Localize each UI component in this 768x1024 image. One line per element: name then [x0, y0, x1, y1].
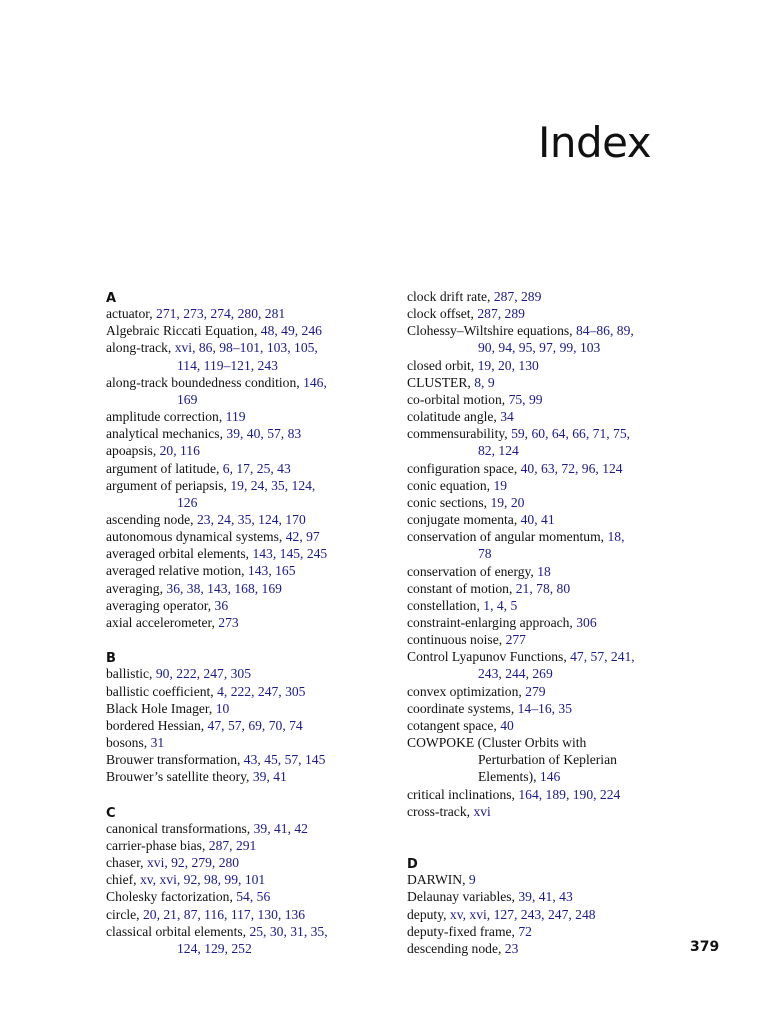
section-gap	[106, 785, 396, 802]
index-term: amplitude correction,	[106, 409, 226, 425]
index-entry	[106, 717, 396, 734]
page-references[interactable]: 23	[504, 940, 519, 956]
page-references[interactable]: 48, 49, 246	[260, 323, 322, 339]
index-entry	[106, 751, 396, 768]
index-entry	[106, 562, 396, 579]
index-term: constant of motion,	[407, 580, 516, 596]
index-entry	[106, 614, 396, 631]
page-references[interactable]: 19	[493, 477, 508, 493]
index-term: apoapsis,	[106, 443, 160, 459]
index-term: critical inclinations,	[407, 786, 519, 802]
page-references[interactable]: 20, 21, 87, 116, 117, 130, 136	[142, 906, 306, 922]
page-references[interactable]: 54, 56	[236, 889, 271, 905]
page-title: Index	[538, 118, 652, 167]
index-entry	[407, 631, 707, 648]
index-entry-continuation	[106, 357, 396, 374]
page-references[interactable]: 164, 189, 190, 224	[518, 786, 621, 802]
index-term: carrier-phase bias,	[106, 837, 209, 853]
page-references[interactable]: 36, 38, 143, 168, 169	[166, 580, 282, 596]
index-section-letter: A	[106, 291, 117, 306]
index-entry	[106, 322, 396, 339]
index-entry	[106, 477, 396, 494]
page-references[interactable]: 146	[539, 769, 561, 785]
page-references[interactable]: xv, xvi, 127, 243, 247, 248	[449, 906, 596, 922]
index-entry	[407, 391, 707, 408]
page-references[interactable]: 47, 57, 69, 70, 74	[207, 717, 303, 733]
index-entry	[106, 665, 396, 682]
index-entry	[106, 820, 396, 837]
page-references[interactable]: 9	[468, 872, 476, 888]
index-entry	[407, 528, 707, 545]
index-term: COWPOKE (Cluster Orbits with	[407, 735, 587, 751]
index-term: ballistic coefficient,	[106, 683, 218, 699]
index-entry	[407, 614, 707, 631]
index-term: descending node,	[407, 940, 505, 956]
index-term: clock drift rate,	[407, 289, 494, 304]
page-number: 379	[690, 939, 720, 955]
index-term: chief,	[106, 872, 140, 888]
index-entry	[407, 871, 707, 888]
index-term: closed orbit,	[407, 357, 478, 373]
index-entry	[407, 357, 707, 374]
index-term: configuration space,	[407, 460, 521, 476]
index-column-left	[106, 288, 396, 957]
index-term: bosons,	[106, 735, 151, 751]
index-entry	[407, 408, 707, 425]
index-entry	[407, 425, 707, 442]
index-entry	[106, 734, 396, 751]
index-term: circle,	[106, 906, 143, 922]
index-term: co-orbital motion,	[407, 391, 509, 407]
section-gap	[106, 631, 396, 648]
page-references[interactable]: 36	[214, 597, 229, 613]
page-references[interactable]: 243, 244, 269	[478, 666, 553, 682]
index-term: autonomous dynamical systems,	[106, 529, 286, 545]
index-entry	[407, 597, 707, 614]
index-entry-continuation	[407, 545, 707, 562]
index-entry	[106, 460, 396, 477]
index-term: commensurability,	[407, 426, 512, 442]
index-term: Cholesky factorization,	[106, 889, 237, 905]
index-entry-continuation	[106, 391, 396, 408]
page-references[interactable]: 19, 20, 130	[477, 357, 539, 373]
index-term: conservation of angular momentum,	[407, 529, 608, 545]
page-references[interactable]: 271, 273, 274, 280, 281	[156, 306, 286, 322]
index-term: CLUSTER,	[407, 374, 475, 390]
index-entry-continuation	[407, 768, 707, 785]
index-entry	[106, 545, 396, 562]
page-references[interactable]: 10	[215, 700, 230, 716]
page-references[interactable]: 34	[500, 409, 514, 425]
index-term: argument of periapsis,	[106, 477, 231, 493]
index-entry	[407, 580, 707, 597]
index-term: along-track,	[106, 340, 175, 356]
index-term: Perturbation of Keplerian	[478, 752, 617, 768]
index-term: classical orbital elements,	[106, 923, 250, 939]
index-term: constellation,	[407, 597, 484, 613]
index-entry	[407, 923, 707, 940]
index-entry	[106, 906, 396, 923]
index-entry	[407, 563, 707, 580]
page-references[interactable]: 287, 289	[477, 306, 525, 322]
index-entry-continuation	[407, 751, 707, 768]
index-term: Algebraic Riccati Equation,	[106, 323, 261, 339]
index-entry	[106, 888, 396, 905]
page-references[interactable]: 39, 41, 43	[518, 889, 573, 905]
index-term: averaging operator,	[106, 597, 215, 613]
index-entry	[106, 683, 396, 700]
index-entry	[407, 683, 707, 700]
index-term: cross-track,	[407, 803, 474, 819]
page-references[interactable]: 143, 165	[247, 563, 296, 579]
index-entry	[407, 288, 707, 305]
index-column-right	[407, 288, 707, 957]
index-entry-continuation	[106, 494, 396, 511]
index-entry	[106, 511, 396, 528]
page-references[interactable]: 23, 24, 35, 124, 170	[196, 512, 306, 528]
index-entry	[106, 597, 396, 614]
index-term: averaged relative motion,	[106, 563, 248, 579]
index-entry	[106, 374, 396, 391]
page-references[interactable]: 78	[478, 546, 492, 562]
index-term: conic sections,	[407, 494, 491, 510]
index-entry	[407, 734, 707, 751]
index-term: constraint-enlarging approach,	[407, 614, 577, 630]
page-references[interactable]: 119	[225, 409, 246, 425]
index-term: averaging,	[106, 580, 167, 596]
index-entry	[407, 494, 707, 511]
index-entry	[106, 854, 396, 871]
page-references[interactable]: xv, xvi, 92, 98, 99, 101	[139, 872, 266, 888]
page-references[interactable]: 43, 45, 57, 145	[243, 752, 326, 768]
index-term: actuator,	[106, 306, 157, 322]
index-entry	[407, 700, 707, 717]
page-references[interactable]: 279	[525, 683, 546, 699]
index-term: clock offset,	[407, 306, 478, 322]
page-references[interactable]: 277	[505, 632, 526, 648]
index-term: ascending node,	[106, 512, 197, 528]
index-section-letter: C	[106, 805, 116, 821]
page-references[interactable]: 42, 97	[285, 529, 320, 545]
index-entry	[407, 940, 707, 957]
section-gap	[407, 820, 707, 837]
index-entry	[407, 322, 707, 339]
page-references[interactable]: 146,	[303, 374, 327, 390]
index-section-letter: B	[106, 651, 116, 667]
index-entry	[106, 768, 396, 785]
index-term: bordered Hessian,	[106, 717, 208, 733]
index-term: canonical transformations,	[106, 820, 254, 836]
index-term: Delaunay variables,	[407, 889, 519, 905]
index-entry	[106, 580, 396, 597]
index-entry-continuation	[407, 339, 707, 356]
page-references[interactable]: 82, 124	[478, 443, 519, 459]
index-entry	[407, 648, 707, 665]
page-references[interactable]: 19, 20	[490, 494, 525, 510]
page-references[interactable]: 1, 4, 5	[483, 597, 518, 613]
page-references[interactable]: 287, 289	[493, 289, 542, 304]
index-entry	[407, 906, 707, 923]
page-references[interactable]: 59, 60, 64, 66, 71, 75,	[511, 426, 631, 442]
page-references[interactable]: 114, 119–121, 243	[177, 357, 278, 373]
page-references[interactable]: 18,	[607, 529, 625, 545]
page-references[interactable]: 8, 9	[474, 374, 495, 390]
page-references[interactable]: 40, 41	[520, 512, 555, 528]
page-references[interactable]: 18	[537, 563, 551, 579]
index-entry	[407, 803, 707, 820]
index-entry	[106, 442, 396, 459]
page-references[interactable]: xvi, 86, 98–101, 103, 105,	[174, 340, 318, 356]
index-term: deputy-fixed frame,	[407, 923, 519, 939]
index-entry	[106, 700, 396, 717]
page-references[interactable]: 126	[177, 494, 198, 510]
index-entry	[407, 511, 707, 528]
page-references[interactable]: 39, 40, 57, 83	[226, 426, 302, 442]
index-term: ballistic,	[106, 666, 156, 682]
index-term: coordinate systems,	[407, 700, 518, 716]
page-references[interactable]: 40	[500, 717, 514, 733]
page-references[interactable]: 20, 116	[159, 443, 200, 459]
index-entry	[106, 871, 396, 888]
index-term: along-track boundedness condition,	[106, 374, 304, 390]
page-references[interactable]: 124, 129, 252	[177, 940, 252, 956]
index-entry	[106, 339, 396, 356]
index-entry-continuation	[407, 665, 707, 682]
index-term: continuous noise,	[407, 632, 506, 648]
page-references[interactable]: 306	[576, 614, 597, 630]
page-references[interactable]: 25, 30, 31, 35,	[249, 923, 328, 939]
index-term: colatitude angle,	[407, 409, 501, 425]
page-references[interactable]: 14–16, 35	[517, 700, 572, 716]
index-entry	[407, 717, 707, 734]
index-term: chaser,	[106, 855, 147, 871]
page-references[interactable]: 39, 41, 42	[253, 820, 308, 836]
page-references[interactable]: 19, 24, 35, 124,	[230, 477, 316, 493]
index-entry	[106, 528, 396, 545]
page-references[interactable]: 75, 99	[508, 391, 543, 407]
page-references[interactable]: 143, 145, 245	[252, 546, 328, 562]
page-references[interactable]: 39, 41	[252, 769, 287, 785]
page-references[interactable]: 90, 222, 247, 305	[155, 666, 251, 682]
index-entry	[106, 425, 396, 442]
index-term: analytical mechanics,	[106, 426, 227, 442]
index-entry-continuation	[407, 442, 707, 459]
index-term: Elements),	[478, 769, 540, 785]
page-references[interactable]: 21, 78, 80	[515, 580, 571, 596]
index-entry	[407, 460, 707, 477]
index-term: Brouwer’s satellite theory,	[106, 769, 253, 785]
page-references[interactable]: 273	[218, 614, 239, 630]
index-term: conic equation,	[407, 477, 494, 493]
index-entry	[407, 888, 707, 905]
index-entry	[407, 305, 707, 322]
index-entry-continuation	[106, 940, 396, 957]
page-references[interactable]: 31	[150, 735, 165, 751]
section-gap	[407, 837, 707, 854]
index-entry	[106, 305, 396, 322]
index-entry	[407, 786, 707, 803]
page-references[interactable]: 169	[177, 391, 198, 407]
page-references[interactable]: xvi	[473, 803, 491, 819]
index-section-letter: D	[407, 857, 418, 873]
index-entry	[106, 923, 396, 940]
index-term: axial accelerometer,	[106, 614, 219, 630]
index-term: averaged orbital elements,	[106, 546, 253, 562]
page-references[interactable]: 40, 63, 72, 96, 124	[520, 460, 623, 476]
page-references[interactable]: 287, 291	[208, 837, 257, 853]
page-references[interactable]: 47, 57, 241,	[570, 649, 635, 665]
index-term: cotangent space,	[407, 717, 501, 733]
index-term: conjugate momenta,	[407, 512, 521, 528]
index-entry	[106, 408, 396, 425]
index-entry	[407, 374, 707, 391]
index-term: argument of latitude,	[106, 460, 223, 476]
index-term: Clohessy–Wiltshire equations,	[407, 323, 576, 339]
index-entry	[106, 837, 396, 854]
page-references[interactable]: 6, 17, 25, 43	[222, 460, 291, 476]
index-term: conservation of energy,	[407, 563, 538, 579]
index-term: Control Lyapunov Functions,	[407, 649, 571, 665]
index-term: Brouwer transformation,	[106, 752, 244, 768]
page-references[interactable]: 72	[518, 923, 532, 939]
page-references[interactable]: 90, 94, 95, 97, 99, 103	[478, 340, 601, 356]
index-term: Black Hole Imager,	[106, 700, 216, 716]
index-term: deputy,	[407, 906, 450, 922]
page-references[interactable]: 84–86, 89,	[575, 323, 634, 339]
index-term: convex optimization,	[407, 683, 526, 699]
page-references[interactable]: 4, 222, 247, 305	[217, 683, 306, 699]
page-references[interactable]: xvi, 92, 279, 280	[146, 855, 240, 871]
index-entry	[407, 477, 707, 494]
index-term: DARWIN,	[407, 872, 469, 888]
